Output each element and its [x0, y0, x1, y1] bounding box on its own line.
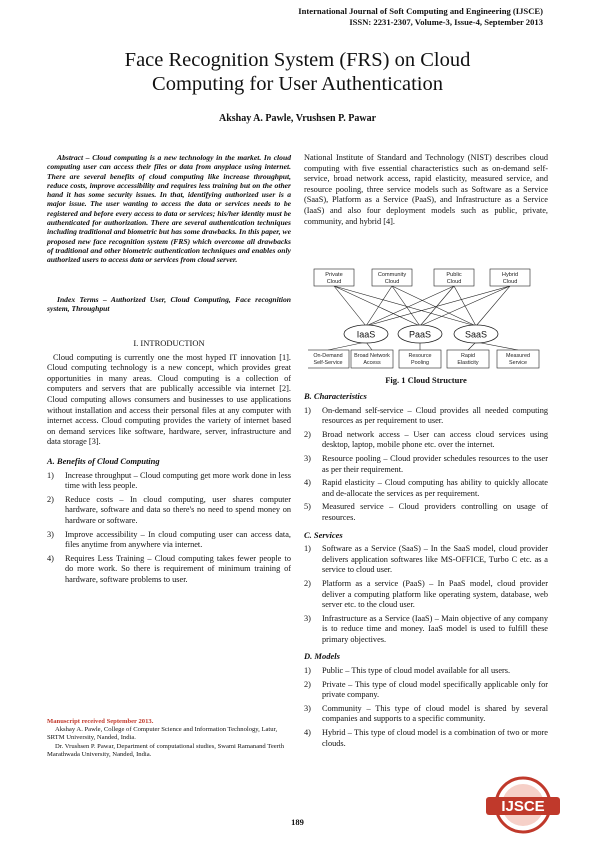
nist-paragraph: National Institute of Standard and Technology (NIST) describes cloud computing with five essential characteristics such as on-demand self-service, broad network access, rapid elasticity, measured service, and resource pooling, three service models such as Software as a Service (SaaS), Platform as a Service (PaaS), and Infrastructure as a Service (IaaS) and also four deployment models such as public, private, community, and hybrid [4]. [304, 153, 548, 226]
paper-title [40, 48, 555, 96]
characteristic-box-label: Rapid [460, 353, 476, 359]
characteristic-item-text: Measured service – Cloud providers controlling on usage of resources. [322, 502, 548, 522]
characteristic-item-number: 1) [304, 405, 311, 415]
footnotes [47, 718, 291, 759]
deployment-box-label: Private [325, 272, 343, 278]
deployment-box-label: Hybrid [501, 272, 519, 278]
characteristic-item-text: Broad network access – User can access cloud services using desktop, laptop, mobile phone etc. over the internet. [322, 429, 548, 450]
benefit-item-text: Reduce costs – In cloud computing, user shares computer hardware, software and data so there's no need to spend money on hardware or software. [65, 494, 291, 525]
benefits-list [47, 471, 291, 586]
journal-header [298, 6, 543, 28]
manuscript-received: Manuscript received September 2013. [47, 718, 154, 725]
characteristic-box-label: Measured [506, 353, 530, 359]
model-item [304, 666, 548, 677]
right-sections [304, 391, 548, 752]
characteristic-item [304, 502, 548, 523]
title-line-2: Computing for User Authentication [152, 73, 443, 95]
logo-text: IJSCE [501, 798, 545, 815]
benefit-item-text: Requires Less Training – Cloud computing takes fewer people to do more work. So there is requirement of minimum training of hardware, software problems to user. [65, 553, 291, 584]
services-list [304, 544, 548, 645]
models-heading: D. Models [304, 651, 340, 662]
service-item-text: Software as a Service (SaaS) – In the SaaS model, cloud provider delivers application softwares like MS-OFFICE, Turbo C etc. as a service to cloud user. [322, 544, 548, 575]
characteristic-item-number: 3) [304, 453, 311, 463]
characteristic-item-text: Rapid elasticity – Cloud computing has ability to quickly allocate and de-allocate the services as per requirement. [322, 478, 548, 498]
benefit-item-text: Improve accessibility – In cloud computing user can access data, files anytime from anywhere via internet. [65, 529, 291, 550]
author2-affiliation: Dr. Vrushsen P. Pawar, Department of computational studies, Swami Ramanand Teerth Marathwada University, Nanded, India. [47, 742, 285, 758]
deployment-box-label: Cloud [326, 279, 342, 285]
service-label: SaaS [464, 329, 488, 340]
page-number: 189 [291, 817, 304, 827]
characteristic-item-text: On-demand self-service – Cloud provides all needed computing resources as per requirement to user. [322, 405, 548, 426]
service-label: PaaS [408, 329, 432, 340]
service-item-number: 1) [304, 544, 311, 554]
characteristic-boxes [308, 350, 539, 368]
characteristic-item-number: 2) [304, 429, 311, 439]
journal-name: International Journal of Soft Computing and Engineering (IJSCE) [298, 6, 543, 16]
model-item [304, 728, 548, 749]
author1-affiliation: Akshay A. Pawle, College of Computer Science and Information Technology, Latur, SRTM University, Nanded, India. [47, 726, 278, 742]
characteristic-box-label: Self-Service [313, 360, 343, 366]
service-item-text: Platform as a service (PaaS) – In PaaS model, cloud provider deliver a computing platform like operating system, database, web server etc. to the cloud user. [322, 578, 548, 610]
deployment-box-label: Public [446, 272, 462, 278]
model-item-text: Community – This type of cloud model is shared by several companies and supports to a specific community. [322, 703, 548, 724]
characteristic-box-label: Service [509, 360, 527, 366]
benefit-item-number: 2) [47, 494, 54, 504]
benefit-item [47, 530, 291, 551]
benefit-item-number: 4) [47, 553, 54, 563]
service-item [304, 579, 548, 611]
deployment-box-label: Cloud [502, 279, 518, 285]
model-item-number: 3) [304, 703, 311, 713]
characteristic-item-text: Resource pooling – Cloud provider schedules resources to the user as per their requirement. [322, 453, 548, 474]
journal-issn: ISSN: 2231-2307, Volume-3, Issue-4, September 2013 [349, 17, 543, 27]
service-item-number: 2) [304, 578, 311, 588]
model-item-number: 2) [304, 679, 311, 689]
model-item-number: 4) [304, 728, 311, 738]
figure-caption: Fig. 1 Cloud Structure [385, 375, 467, 385]
characteristic-box-label: On-Demand [313, 353, 343, 359]
model-item-text: Public – This type of cloud model available for all users. [322, 666, 511, 676]
benefit-item-number: 1) [47, 470, 54, 480]
intro-paragraph: Cloud computing is currently one the most hyped IT innovation [1]. Cloud computing technology is a new concept, which provides great opportunities in many areas. Cloud computing is a collection of computers and servers that are publically accessible via internet [2]. Cloud computing allows consumers and businesses to use applications without installation and access their personal files at any computer with internet access. Cloud computing provides the variety of internet based on demand services like software, hardware, server, infrastructure and data storage [3]. [47, 352, 291, 447]
service-item [304, 614, 548, 646]
benefit-item [47, 471, 291, 492]
characteristic-item-number: 4) [304, 478, 311, 488]
service-item [304, 544, 548, 576]
introduction-section [47, 338, 291, 588]
characteristics-list [304, 406, 548, 524]
intro-heading: I. INTRODUCTION [133, 338, 205, 348]
ijsce-logo [482, 775, 564, 835]
service-model-ellipses [344, 325, 498, 343]
characteristic-box-label: Broad Network [354, 353, 390, 359]
characteristic-item [304, 454, 548, 475]
service-item-number: 3) [304, 613, 311, 623]
models-list [304, 666, 548, 749]
deployment-box-label: Cloud [446, 279, 462, 285]
service-label: IaaS [356, 329, 376, 340]
benefits-heading: A. Benefits of Cloud Computing [47, 455, 160, 466]
model-item [304, 704, 548, 725]
deployment-model-boxes [314, 269, 530, 286]
characteristic-item [304, 430, 548, 451]
characteristic-box-label: Pooling [411, 360, 429, 366]
paper-authors: Akshay A. Pawle, Vrushsen P. Pawar [218, 113, 377, 124]
characteristic-item [304, 406, 548, 427]
model-item-text: Private – This type of cloud model specifically applicable only for private company. [322, 679, 548, 700]
characteristic-box-label: Resource [408, 353, 432, 359]
characteristics-heading: B. Characteristics [304, 391, 367, 401]
model-item-text: Hybrid – This type of cloud model is a combination of two or more clouds. [322, 728, 548, 748]
characteristic-box-label: Access [363, 360, 381, 366]
benefit-item-number: 3) [47, 529, 54, 539]
characteristic-item-number: 5) [304, 502, 311, 512]
service-item-text: Infrastructure as a Service (IaaS) – Main objective of any company is to reduce time and money. IaaS model is used to fulfill these primary objectives. [322, 613, 548, 644]
deployment-box-label: Community [377, 272, 407, 278]
model-item [304, 680, 548, 701]
model-item-number: 1) [304, 666, 311, 676]
deployment-box-label: Cloud [384, 279, 400, 285]
benefit-item-text: Increase throughput – Cloud computing get more work done in less time with less people. [65, 470, 291, 491]
cloud-structure-figure [308, 262, 544, 372]
services-heading: C. Services [304, 529, 343, 540]
characteristic-item [304, 478, 548, 499]
index-terms: Index Terms – Authorized User, Cloud Computing, Face recognition system, Throughput [47, 295, 291, 314]
abstract: Abstract – Cloud computing is a new technology in the market. In cloud computing user can access their files or data from anyplace using internet. There are several benefits of cloud computing like increase throughput, reduce costs, improve accessibility and requires less training but on the other hand it has some security issues. In that, identifying authorized user is a major issue. The user wanting to access the data or services needs to be registered and before every access to data or services; his/her identity must be authenticated for authorization. There are several authentication techniques including traditional and biometric but has some drawbacks. In this paper, we proposed new face recognition system (FRS) which overcome all drawbacks of traditional and other biometric authentication techniques and enables only authorized users to access data or services from cloud server. [47, 153, 291, 265]
characteristic-box-label: Elasticity [457, 360, 479, 366]
benefit-item [47, 554, 291, 586]
title-line-1: Face Recognition System (FRS) on Cloud [124, 49, 471, 71]
benefit-item [47, 495, 291, 527]
